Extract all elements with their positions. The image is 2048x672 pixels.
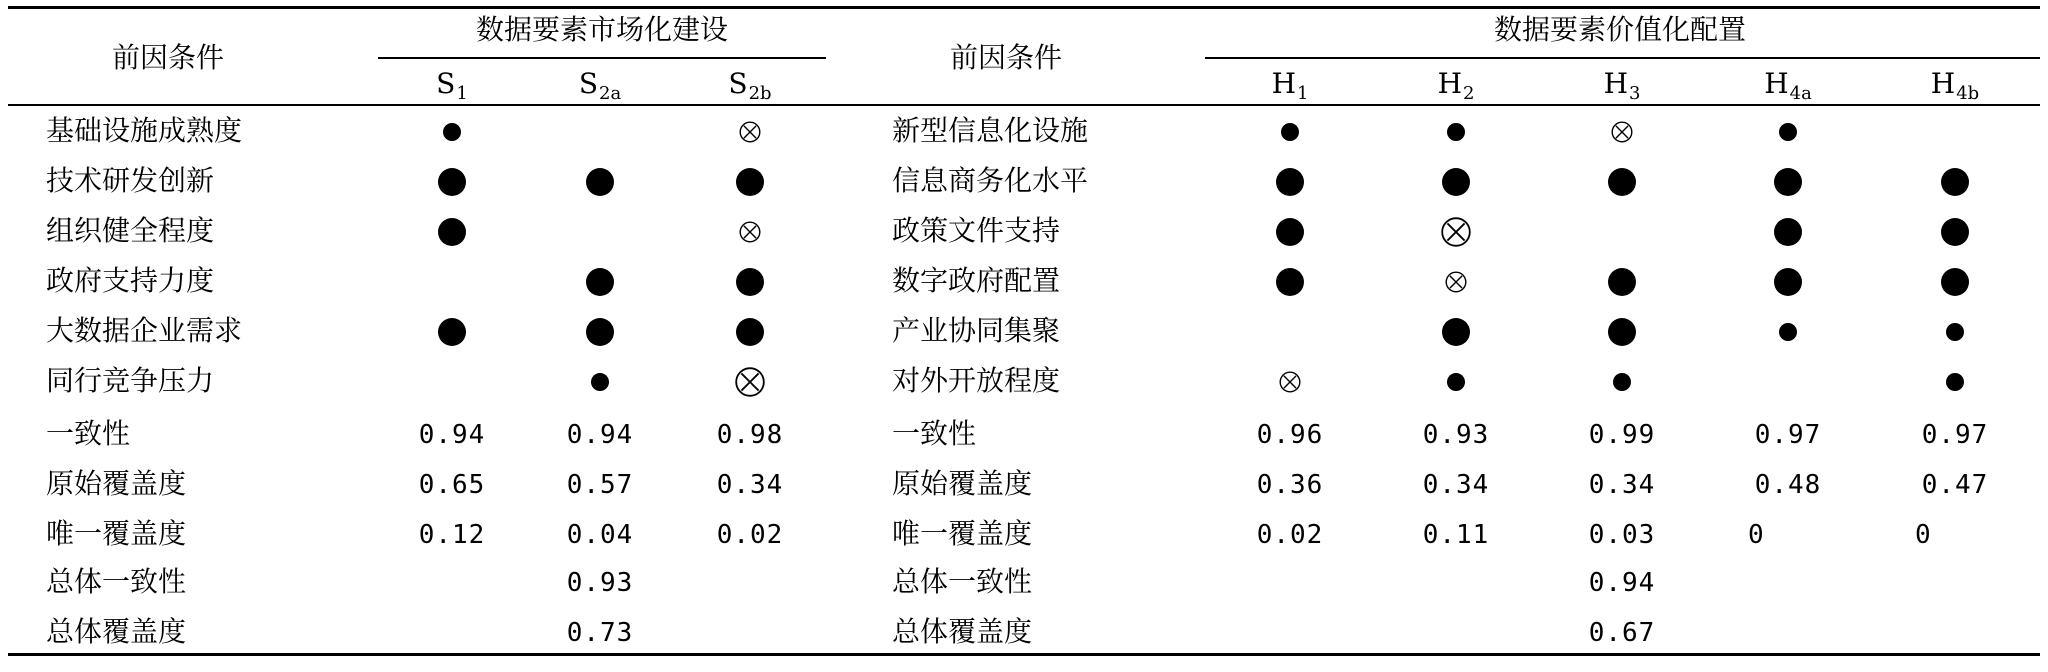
metric-value: 0.12 — [418, 520, 486, 550]
core-condition-present-icon — [1774, 218, 1802, 246]
column-header-right-1 — [1271, 67, 1309, 104]
metric-value: 0.57 — [566, 470, 634, 500]
core-condition-present-icon — [586, 168, 614, 196]
metric-value: 0 — [1748, 520, 1765, 550]
core-condition-present-icon — [1276, 268, 1304, 296]
condition-label: 对外开放程度 — [892, 364, 1061, 397]
metric-value: 0.48 — [1754, 470, 1822, 500]
column-header-right-4 — [1764, 67, 1812, 104]
core-condition-present-icon — [1608, 268, 1636, 296]
metric-label: 一致性 — [892, 417, 977, 450]
peripheral-condition-absent-icon — [1611, 121, 1633, 143]
peripheral-condition-present-icon — [1613, 373, 1631, 391]
column-header-subscript: 4b — [1956, 83, 1980, 104]
peripheral-condition-absent-icon — [739, 221, 761, 243]
peripheral-condition-absent-icon — [1279, 371, 1301, 393]
core-condition-absent-icon — [735, 367, 765, 397]
column-header-left-3 — [728, 67, 772, 104]
core-condition-present-icon — [1442, 168, 1470, 196]
core-condition-absent-icon — [1441, 217, 1471, 247]
column-header-base: H — [1764, 67, 1789, 100]
overall-value: 0.73 — [566, 618, 634, 648]
core-condition-present-icon — [1442, 318, 1470, 346]
column-header-left-2 — [578, 67, 622, 104]
column-header-right-5 — [1930, 67, 1980, 104]
core-condition-present-icon — [586, 268, 614, 296]
peripheral-condition-absent-icon — [739, 121, 761, 143]
metric-value: 0.02 — [1256, 520, 1324, 550]
peripheral-condition-present-icon — [1281, 123, 1299, 141]
column-header-right-3 — [1603, 67, 1641, 104]
peripheral-condition-present-icon — [1779, 323, 1797, 341]
core-condition-present-icon — [736, 318, 764, 346]
core-condition-present-icon — [1276, 168, 1304, 196]
column-header-subscript: 2a — [599, 83, 622, 104]
core-condition-present-icon — [1941, 268, 1969, 296]
metric-value: 0.04 — [566, 520, 634, 550]
metric-value: 0.96 — [1256, 420, 1324, 450]
peripheral-condition-present-icon — [1779, 123, 1797, 141]
metric-value: 0.34 — [716, 470, 784, 500]
column-header-left-1 — [436, 67, 468, 104]
condition-label: 基础设施成熟度 — [46, 114, 243, 147]
core-condition-present-icon — [586, 318, 614, 346]
column-header-base: H — [1603, 67, 1628, 100]
column-header-right-2 — [1437, 67, 1475, 104]
metric-value: 0.36 — [1256, 470, 1324, 500]
metric-value: 0.98 — [716, 420, 784, 450]
condition-label: 新型信息化设施 — [892, 114, 1089, 147]
condition-label: 产业协同集聚 — [892, 314, 1061, 347]
overall-label: 总体覆盖度 — [46, 615, 187, 648]
metric-value: 0.97 — [1754, 420, 1822, 450]
overall-value: 0.93 — [566, 568, 634, 598]
peripheral-condition-present-icon — [591, 373, 609, 391]
right-group-rule — [1205, 57, 2040, 59]
core-condition-present-icon — [736, 168, 764, 196]
header-bottom-rule — [8, 104, 2040, 106]
metric-value: 0.34 — [1588, 470, 1656, 500]
overall-label: 总体覆盖度 — [892, 615, 1033, 648]
column-header-subscript: 3 — [1628, 83, 1641, 104]
metric-value: 0.03 — [1588, 520, 1656, 550]
metric-label: 唯一覆盖度 — [892, 517, 1033, 550]
core-condition-present-icon — [1276, 218, 1304, 246]
column-header-subscript: 2b — [748, 83, 772, 104]
peripheral-condition-present-icon — [1447, 373, 1465, 391]
condition-label: 组织健全程度 — [46, 214, 215, 247]
metric-value: 0.34 — [1422, 470, 1490, 500]
condition-label: 政策文件支持 — [892, 214, 1061, 247]
condition-label: 政府支持力度 — [46, 264, 215, 297]
top-rule — [8, 6, 2040, 9]
condition-label: 信息商务化水平 — [892, 164, 1089, 197]
column-header-subscript: 4a — [1789, 83, 1812, 104]
column-header-subscript: 1 — [456, 83, 468, 104]
peripheral-condition-absent-icon — [1445, 271, 1467, 293]
metric-label: 原始覆盖度 — [46, 467, 187, 500]
overall-label: 总体一致性 — [892, 565, 1033, 598]
metric-value: 0.94 — [566, 420, 634, 450]
core-condition-present-icon — [438, 318, 466, 346]
metric-value: 0.93 — [1422, 420, 1490, 450]
metric-label: 原始覆盖度 — [892, 467, 1033, 500]
overall-value: 0.94 — [1588, 568, 1656, 598]
column-header-base: H — [1271, 67, 1296, 100]
core-condition-present-icon — [1774, 168, 1802, 196]
bottom-rule — [8, 653, 2040, 656]
metric-value: 0 — [1915, 520, 1932, 550]
condition-label: 同行竞争压力 — [46, 364, 215, 397]
left-group-title: 数据要素市场化建设 — [475, 13, 729, 46]
condition-label: 大数据企业需求 — [46, 314, 243, 347]
metric-value: 0.97 — [1921, 420, 1989, 450]
metric-value: 0.47 — [1921, 470, 1989, 500]
core-condition-present-icon — [736, 268, 764, 296]
peripheral-condition-present-icon — [443, 123, 461, 141]
column-header-base: S — [436, 67, 456, 100]
peripheral-condition-present-icon — [1447, 123, 1465, 141]
right-condition-header: 前因条件 — [950, 41, 1063, 74]
metric-value: 0.65 — [418, 470, 486, 500]
metric-value: 0.11 — [1422, 520, 1490, 550]
core-condition-present-icon — [1941, 218, 1969, 246]
core-condition-present-icon — [1608, 318, 1636, 346]
condition-label: 技术研发创新 — [46, 164, 215, 197]
peripheral-condition-present-icon — [1946, 323, 1964, 341]
metric-value: 0.02 — [716, 520, 784, 550]
overall-label: 总体一致性 — [46, 565, 187, 598]
column-header-base: H — [1930, 67, 1956, 100]
core-condition-present-icon — [1608, 168, 1636, 196]
column-header-base: S — [728, 67, 748, 100]
column-header-base: S — [578, 67, 598, 100]
condition-label: 数字政府配置 — [892, 264, 1061, 297]
left-group-rule — [378, 57, 826, 59]
metric-value: 0.99 — [1588, 420, 1656, 450]
core-condition-present-icon — [438, 218, 466, 246]
right-group-title: 数据要素价值化配置 — [1493, 13, 1747, 46]
core-condition-present-icon — [1941, 168, 1969, 196]
peripheral-condition-present-icon — [1946, 373, 1964, 391]
column-header-subscript: 1 — [1296, 83, 1309, 104]
metric-value: 0.94 — [418, 420, 486, 450]
column-header-subscript: 2 — [1462, 83, 1475, 104]
left-condition-header: 前因条件 — [112, 41, 225, 74]
metric-label: 唯一覆盖度 — [46, 517, 187, 550]
column-header-base: H — [1437, 67, 1462, 100]
core-condition-present-icon — [438, 168, 466, 196]
core-condition-present-icon — [1774, 268, 1802, 296]
overall-value: 0.67 — [1588, 618, 1656, 648]
metric-label: 一致性 — [46, 417, 131, 450]
